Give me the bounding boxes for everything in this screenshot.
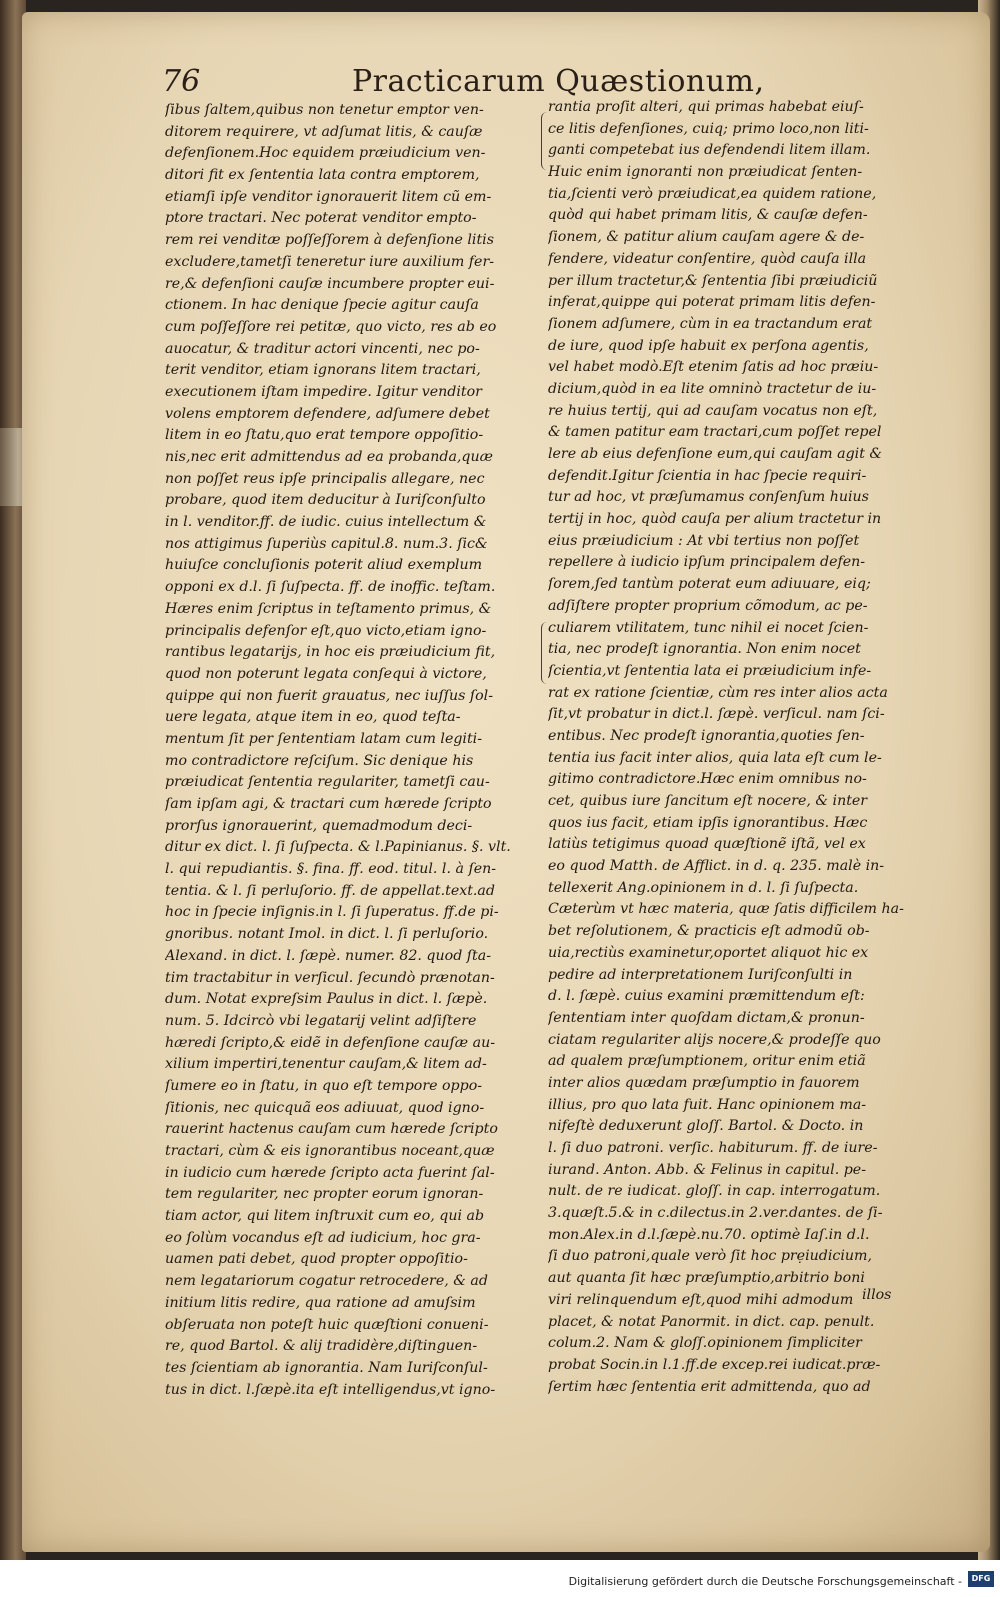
- text-line: quippe qui non fuerit grauatus, nec iuſſus ſol-: [165, 687, 494, 704]
- text-line: volens emptorem defendere, adſumere debet: [165, 405, 490, 422]
- text-line: quos ius facit, etiam ipſis ignorantibus. Hæc: [548, 814, 868, 831]
- text-line: fendere, videatur conſentire, quòd cauſa illa: [548, 250, 867, 267]
- text-line: initium litis redire, qua ratione ad amuſsim: [165, 1294, 476, 1311]
- text-line: 3.quæſt.5.& in c.dilectus.in 2.ver.dantes. de ſi-: [548, 1205, 883, 1222]
- text-line: mentum ſit per ſententiam latam cum legiti-: [165, 730, 482, 747]
- text-line: cum poſſeſſore rei petitæ, quo victo, res ab eo: [165, 318, 497, 335]
- text-line: illius, pro quo lata fuit. Hanc opinionem ma-: [548, 1096, 867, 1113]
- text-line: huiuſce concluſionis poterit aliud exemplum: [165, 557, 483, 574]
- text-line: probare, quod item deducitur à Iuriſconſulto: [165, 492, 486, 509]
- catchword: illos: [862, 1287, 892, 1303]
- text-line: tes ſcientiam ab ignorantia. Nam Iuriſconſul-: [165, 1359, 488, 1376]
- text-line: re huius tertij, qui ad cauſam vocatus non eſt,: [548, 402, 878, 419]
- text-line: prorſus ignorauerint, quemadmodum deci-: [165, 817, 473, 834]
- text-line: opponi ex d.l. ſi ſuſpecta. ff. de inoffic. teſtam.: [165, 579, 496, 596]
- text-line: uamen pati debet, quod propter oppoſitio-: [165, 1251, 468, 1268]
- text-line: ſertim hæc ſententia erit admittenda, quo ad: [548, 1378, 871, 1395]
- text-line: ſcientia,vt ſententia lata ei præiudicium infe-: [548, 662, 872, 679]
- text-line: ſibus ſaltem,quibus non tenetur emptor ven-: [165, 102, 484, 118]
- text-line: entibus. Nec prodeſt ignorantia,quoties ſen-: [548, 727, 865, 744]
- text-line: inferat,quippe qui poterat primam litis defen-: [548, 294, 876, 311]
- text-line: mo contradictore reſciſum. Sic denique his: [165, 752, 474, 769]
- text-line: re,& defenſioni cauſæ incumbere propter eui-: [165, 275, 495, 292]
- text-line: nis,nec erit admittendus ad ea probanda,quæ: [165, 449, 493, 465]
- text-line: de iure, quod ipſe habuit ex perſona agentis,: [548, 337, 869, 354]
- text-line: defenſionem.Hoc equidem præiudicium ven-: [165, 145, 486, 162]
- text-line: eo ſolùm vocandus eſt ad iudicium, hoc gra-: [165, 1229, 481, 1246]
- text-line: uia,rectiùs examinetur,oportet aliquot hic ex: [548, 944, 869, 961]
- text-line: in l. venditor.ff. de iudic. cuius intellectum &: [165, 514, 487, 531]
- text-line: litem in eo ſtatu,quo erat tempore oppoſitio-: [165, 427, 484, 444]
- text-line: obſeruata non poteſt huic quæſtioni conueni-: [165, 1316, 489, 1333]
- text-line: ſam ipſam agi, & tractari cum hærede ſcripto: [165, 796, 492, 812]
- text-line: Cæterùm vt hæc materia, quæ ſatis difficilem ha-: [548, 901, 904, 918]
- text-line: re, quod Bartol. & alij tradidère,diſtinguen-: [165, 1338, 478, 1355]
- text-line: probat Socin.in l.1.ff.de excep.rei iudicat.præ-: [548, 1356, 881, 1373]
- text-line: ciatam regulariter alijs nocere,& prodeſſe quo: [548, 1031, 881, 1048]
- margin-bracket: [541, 622, 548, 684]
- text-line: rem rei venditæ poſſeſſorem à defenſione litis: [165, 232, 494, 249]
- text-line: Hæres enim ſcriptus in teſtamento primus, &: [165, 600, 492, 617]
- text-line: aut quanta ſit hæc præſumptio,arbitrio boni: [548, 1270, 865, 1287]
- text-line: ſitionis, nec quicquã eos adiuuat, quod igno-: [165, 1099, 485, 1116]
- dfg-logo: DFG: [968, 1571, 994, 1587]
- text-line: adſiſtere propter proprium cõmodum, ac pe-: [548, 597, 868, 614]
- text-line: ſionem adſumere, cùm in ea tractandum erat: [548, 315, 873, 332]
- text-line: tertij in hoc, quòd cauſa per alium tractetur in: [548, 511, 882, 528]
- text-line: eius præiudicium : At vbi tertius non poſſet: [548, 532, 860, 549]
- text-column-right: [548, 97, 916, 1398]
- page-number: 76: [162, 64, 201, 99]
- text-line: mon.Alex.in d.l.ſæpè.nu.70. optimè Iaſ.in d.l.: [548, 1226, 870, 1243]
- text-line: tur ad hoc, vt præſumamus conſenſum huius: [548, 489, 869, 506]
- text-line: tim tractabitur in verſicul. ſecundò prænotan-: [165, 969, 495, 986]
- text-line: hoc in ſpecie inſignis.in l. ſi ſuperatus. ff.de pi-: [165, 904, 499, 921]
- text-line: & tamen patitur eam tractari,cum poſſet repel: [548, 424, 882, 441]
- text-line: tentia. & l. ſi perluſorio. ff. de appellat.text.ad: [165, 882, 495, 899]
- text-line: rauerint hactenus cauſam cum hærede ſcripto: [165, 1121, 498, 1138]
- text-line: l. ſi duo patroni. verſic. habiturum. ff. de iure-: [548, 1140, 878, 1156]
- text-line: inter alios quædam præſumptio in fauorem: [548, 1074, 860, 1091]
- text-line: ſit,vt probatur in dict.l. ſæpè. verſicul. nam ſci-: [548, 706, 885, 723]
- text-line: tiam actor, qui litem inſtruxit cum eo, qui ab: [165, 1208, 485, 1225]
- footer-credit: Digitalisierung gefördert durch die Deutsche Forschungsgemeinschaft -: [568, 1575, 962, 1588]
- text-line: ſorem,ſed tantùm poterat eum adiuuare, eiq;: [548, 576, 871, 593]
- text-line: nem legatariorum cogatur retrocedere, & ad: [165, 1273, 488, 1290]
- text-line: d. l. ſæpè. cuius examini præmittendum eſt:: [548, 988, 865, 1005]
- running-head: Practicarum Quæstionum,: [352, 64, 765, 99]
- text-line: dicium,quòd in ea lite omninò tractetur de iu-: [548, 380, 877, 397]
- text-line: ſumere eo in ſtatu, in quo eſt tempore oppo-: [165, 1077, 483, 1094]
- text-line: repellere à iudicio ipſum principalem defen-: [548, 554, 866, 571]
- text-line: tia,ſcienti verò præiudicat,ea quidem ratione,: [548, 185, 877, 202]
- text-line: excludere,tametſi teneretur iure auxilium fer-: [165, 253, 495, 270]
- text-line: bet reſolutionem, & practicis eſt admodũ ob-: [548, 923, 870, 940]
- text-line: vel habet modò.Eſt etenim ſatis ad hoc præiu-: [548, 359, 879, 376]
- text-line: colum.2. Nam & gloſſ.opinionem ſimpliciter: [548, 1335, 862, 1352]
- text-line: ganti competebat ius defendendi litem illam.: [548, 142, 871, 159]
- text-line: ditorem requirere, vt adſumat litis, & cauſæ: [165, 123, 483, 140]
- text-line: num. 5. Idcircò vbi legatarij velint adſiſtere: [165, 1012, 477, 1029]
- text-line: culiarem vtilitatem, tunc nihil ei nocet ſcien-: [548, 619, 869, 636]
- text-line: ptore tractari. Nec poterat venditor empto-: [165, 210, 477, 227]
- text-line: auocatur, & traditur actori vincenti, nec po-: [165, 340, 480, 357]
- text-line: eo quod Matth. de Afflict. in d. q. 235. malè in-: [548, 858, 885, 875]
- text-line: quòd qui habet primam litis, & cauſæ defen-: [548, 207, 868, 224]
- text-line: ctionem. In hac denique ſpecie agitur cauſa: [165, 297, 479, 314]
- text-line: tus in dict. l.ſæpè.ita eſt intelligendus,vt igno-: [165, 1381, 496, 1398]
- text-line: executionem iſtam impedire. Igitur venditor: [165, 383, 482, 400]
- text-line: latiùs tetigimus quoad quæſtionẽ iſtã, vel ex: [548, 836, 866, 853]
- text-line: l. qui repudiantis. §. fina. ff. eod. titul. l. à ſen-: [165, 861, 497, 878]
- text-line: ſententiam inter quoſdam dictam,& pronun-: [548, 1009, 865, 1026]
- text-line: rantibus legatarijs, in hoc eis præiudicium fit,: [165, 644, 496, 661]
- text-column-left: [165, 100, 525, 1401]
- text-line: tentia ius facit inter alios, quia lata eſt cum le-: [548, 749, 882, 766]
- text-line: xilium impertiri,tenentur cauſam,& litem ad-: [165, 1056, 487, 1073]
- text-line: tractari, cùm & eis ignorantibus noceant,quæ: [165, 1143, 495, 1159]
- text-line: nos attigimus ſuperiùs capitul.8. num.3. ſic&: [165, 535, 488, 552]
- text-line: ditur ex dict. l. ſi ſuſpecta. & l.Papinianus. §. vlt.: [165, 839, 511, 856]
- text-line: non poſſet reus ipſe principalis allegare, nec: [165, 470, 485, 487]
- text-line: tellexerit Ang.opinionem in d. l. ſi ſuſpecta.: [548, 879, 859, 896]
- text-line: viri relinquendum eſt,quod mihi admodum: [548, 1291, 854, 1308]
- text-line: cet, quibus iure ſancitum eſt nocere, & inter: [548, 793, 868, 809]
- text-line: etiamſi ipſe venditor ignorauerit litem cũ em-: [165, 188, 492, 205]
- text-line: tem regulariter, nec propter eorum ignoran-: [165, 1186, 484, 1203]
- text-line: ce litis defenſiones, cuiq; primo loco,non liti-: [548, 120, 869, 137]
- text-line: dum. Notat expreſsim Paulus in dict. l. ſæpè.: [165, 991, 488, 1008]
- text-line: iurand. Anton. Abb. & Felinus in capitul. pe-: [548, 1161, 866, 1178]
- text-line: placet, & notat Panormit. in dict. cap. penult.: [548, 1313, 875, 1330]
- text-line: ſi duo patroni,quale verò ſit hoc prẹiudicium,: [548, 1248, 872, 1265]
- text-line: ditori fit ex ſententia lata contra emptorem,: [165, 167, 480, 184]
- text-line: lere ab eius defenſione eum,qui cauſam agit &: [548, 446, 883, 462]
- text-line: principalis defenſor eſt,quo victo,etiam igno-: [165, 622, 487, 639]
- text-line: defendit.Igitur ſcientia in hac ſpecie requiri-: [548, 467, 867, 484]
- text-line: ſionem, & patitur alium cauſam agere & de-: [548, 229, 865, 246]
- text-line: rantia proſit alteri, qui primas habebat eiuſ-: [548, 99, 864, 115]
- text-line: Huic enim ignoranti non præiudicat ſenten-: [548, 164, 863, 181]
- text-line: per illum tractetur,& ſententia ſibi præiudiciũ: [548, 272, 878, 289]
- text-line: terit venditor, etiam ignorans litem tractari,: [165, 362, 481, 379]
- text-line: ad qualem præſumptionem, oritur enim etiã: [548, 1053, 866, 1070]
- text-line: rat ex ratione ſcientiæ, cùm res inter alios acta: [548, 684, 888, 701]
- text-line: nifeſtè deduxerunt gloſſ. Bartol. & Docto. in: [548, 1118, 864, 1135]
- text-line: hæredi ſcripto,& eidẽ in defenſione cauſæ au-: [165, 1034, 496, 1051]
- text-line: Alexand. in dict. l. ſæpè. numer. 82. quod ſta-: [165, 947, 491, 964]
- text-line: præiudicat ſententia regulariter, tametſi cau-: [165, 774, 490, 791]
- text-line: quod non poterunt legata conſequi à victore,: [165, 665, 487, 682]
- text-line: pedire ad interpretationem Iuriſconſulti in: [548, 966, 853, 983]
- margin-bracket: [541, 112, 548, 170]
- text-line: in iudicio cum hærede ſcripto acta fuerint ſal-: [165, 1164, 495, 1181]
- text-line: tia, nec prodeſt ignorantia. Non enim nocet: [548, 641, 861, 658]
- text-line: uere legata, atque item in eo, quod teſta-: [165, 709, 461, 726]
- text-line: gitimo contradictore.Hæc enim omnibus no-: [548, 771, 867, 788]
- text-line: gnoribus. notant Imol. in dict. l. ſi perluſorio.: [165, 926, 489, 943]
- text-line: nult. de re iudicat. gloſſ. in cap. interrogatum.: [548, 1183, 881, 1200]
